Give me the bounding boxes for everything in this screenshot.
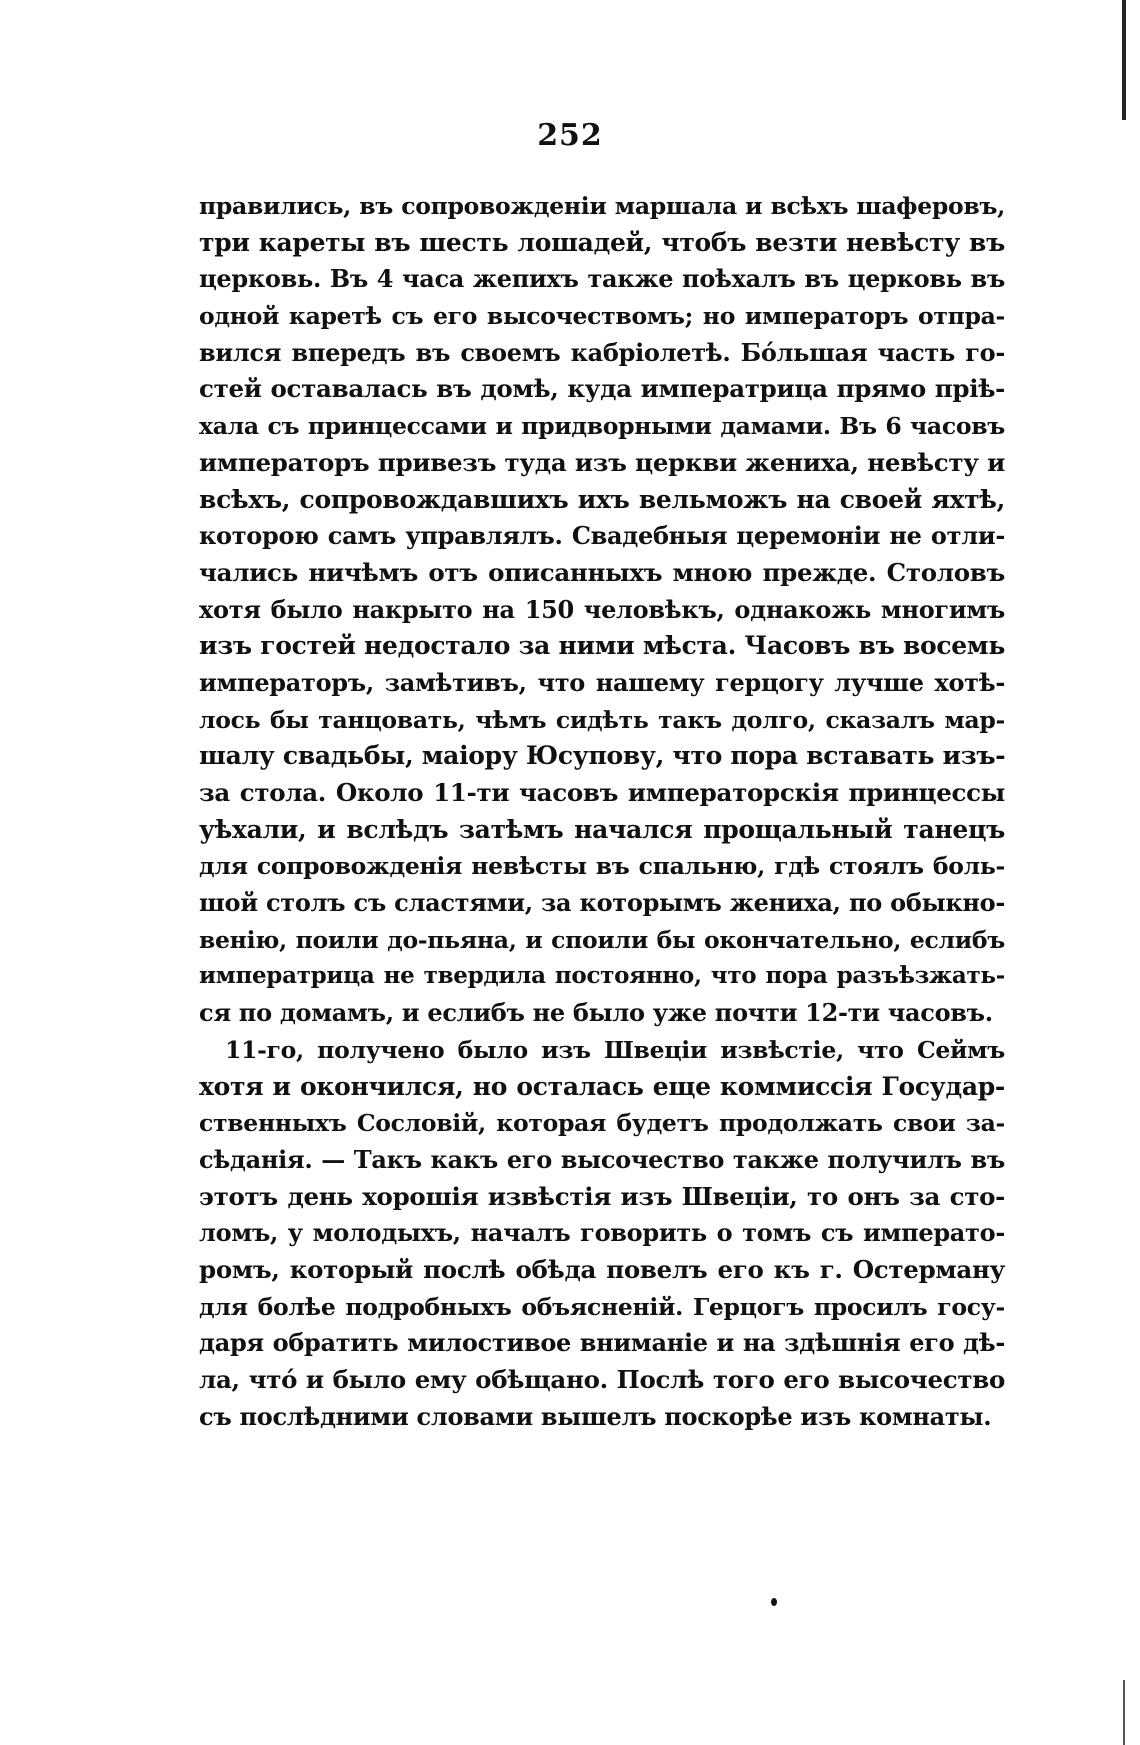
text-line: изъ гостей недостало за ними мѣста. Часовъ въ восемь <box>199 631 1005 661</box>
text-line: уѣхали, и вслѣдъ затѣмъ начался прощальный танецъ <box>199 814 1005 844</box>
text-line: одной каретѣ съ его высочествомъ; но императоръ отпра- <box>199 302 1005 331</box>
text-line: стей оставалась въ домѣ, куда императрица прямо пріѣ- <box>199 374 1005 404</box>
text-line: хала съ принцессами и придворными дамами. Въ 6 часовъ <box>199 412 1005 441</box>
text-line: всѣхъ, сопровождавшихъ ихъ вельможъ на своей яхтѣ, <box>199 484 1005 514</box>
text-line: хотя и окончился, но осталась еще коммиссія Государ- <box>199 1071 1005 1101</box>
text-line: шалу свадьбы, маіору Юсупову, что пора вставать изъ- <box>199 741 1006 771</box>
page-number: 252 <box>537 118 603 153</box>
text-line: за стола. Около 11-ти часовъ императорскія принцессы <box>199 778 1005 807</box>
text-line: ся по домамъ, и еслибъ не было уже почти 12-ти часовъ. <box>199 998 993 1028</box>
paragraph-1 <box>199 188 1005 1032</box>
text-line: императоръ, замѣтивъ, что нашему герцогу лучше хотѣ- <box>199 667 1005 697</box>
text-line: правились, въ сопровожденіи маршала и всѣхъ шаферовъ, <box>199 192 1005 220</box>
text-line: ломъ, у молодыхъ, началъ говорить о томъ съ императо- <box>199 1218 1005 1248</box>
text-line: лось бы танцовать, чѣмъ сидѣть такъ долго, сказалъ мар- <box>199 705 1005 734</box>
ink-speck <box>771 1598 777 1606</box>
text-line: шой столъ съ сластями, за которымъ жениха, по обыкно- <box>199 888 1005 918</box>
text-line: императрица не твердила постоянно, что пора разъѣзжать- <box>199 962 1005 990</box>
text-line: императоръ привезъ туда изъ церкви жениха, невѣсту и <box>199 447 1005 477</box>
text-line: для болѣе подробныхъ объясненій. Герцогъ просилъ госу- <box>199 1292 1005 1321</box>
text-line: хотя было накрыто на 150 человѣкъ, однакожь многимъ <box>199 594 1005 624</box>
text-line: вился впередъ въ своемъ кабріолетѣ. Бóльшая часть го- <box>199 337 1005 367</box>
scan-edge-mark <box>1122 0 1126 120</box>
text-line: этотъ день хорошія извѣстія изъ Швеціи, то онъ за сто- <box>199 1181 1005 1211</box>
text-line: церковь. Въ 4 часа жепихъ также поѣхалъ въ церковь въ <box>199 264 1005 294</box>
text-line: съ послѣдними словами вышелъ поскорѣе изъ комнаты. <box>199 1401 992 1431</box>
text-line: 11-го, получено было изъ Швеціи извѣстіе, что Сеймъ <box>225 1035 1005 1064</box>
paragraph-2 <box>199 1032 1005 1436</box>
text-line: венію, поили до-пьяна, и споили бы окончательно, еслибъ <box>199 925 1005 954</box>
text-line: сѣданія. — Такъ какъ его высочество также получилъ въ <box>199 1144 1005 1174</box>
text-line: для сопровожденія невѣсты въ спальню, гдѣ стоялъ боль- <box>199 852 1005 881</box>
text-line: ственныхъ Сословій, которая будетъ продолжать свои за- <box>199 1109 1005 1138</box>
scan-edge-mark-bottom <box>1123 1680 1125 1745</box>
text-line: три кареты въ шесть лошадей, чтобъ везти невѣсту въ <box>199 227 1005 257</box>
text-line: ла, чтó и было ему обѣщано. Послѣ того его высочество <box>199 1365 1005 1394</box>
text-line: ромъ, который послѣ обѣда повелъ его къ г. Остерману <box>199 1254 1005 1284</box>
body-text <box>199 188 1005 1435</box>
text-line: даря обратить милостивое вниманіе и на здѣшнія его дѣ- <box>199 1328 1005 1358</box>
text-line: которою самъ управлялъ. Свадебныя церемоніи не отли- <box>199 521 1005 551</box>
text-line: чались ничѣмъ отъ описанныхъ мною прежде. Столовъ <box>199 557 1005 587</box>
